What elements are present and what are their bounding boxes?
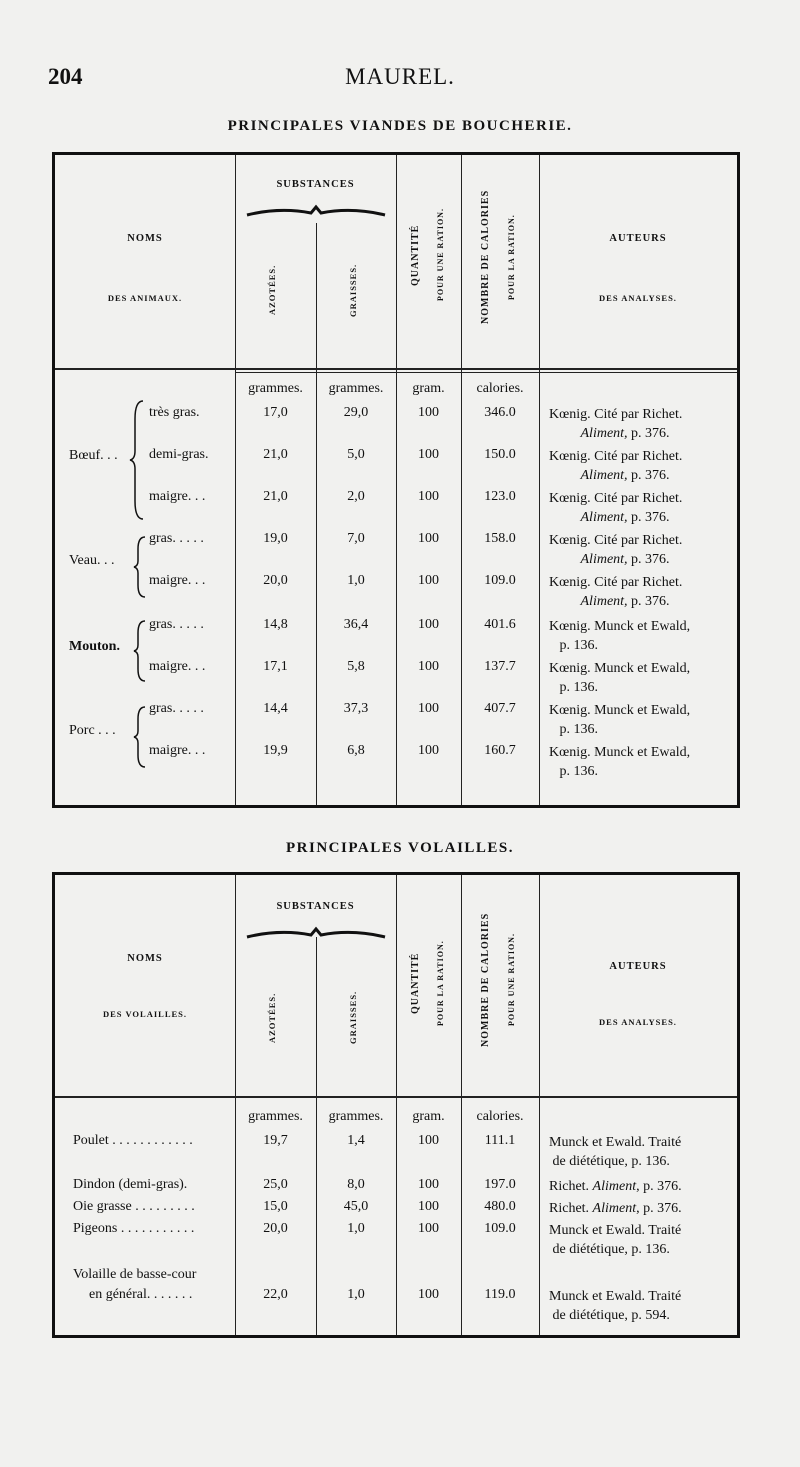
cell-quantite: 100 xyxy=(418,531,439,546)
header-quantite: QUANTITÉ xyxy=(410,952,421,1014)
header-auteurs: AUTEURS xyxy=(609,961,667,972)
cell-graisses: 36,4 xyxy=(343,617,369,632)
header-graisses: GRAISSES. xyxy=(348,990,358,1045)
cell-quantite: 100 xyxy=(418,447,439,462)
cell-quantite: 100 xyxy=(418,405,439,420)
col-line xyxy=(235,875,236,1335)
poultry-table xyxy=(52,872,740,1338)
unit-graisses: grammes. xyxy=(328,1109,384,1124)
cell-auteurs: Kœnig. Munck et Ewald, p. 136. xyxy=(549,703,691,737)
cell-azotees: 17,0 xyxy=(263,405,288,420)
cell-graisses: 5,0 xyxy=(347,447,365,462)
meat-table xyxy=(52,152,740,808)
header-azotees: AZOTÉES. xyxy=(267,264,277,316)
unit-quantite: gram. xyxy=(412,381,445,396)
unit-quantite: gram. xyxy=(412,1109,445,1124)
cell-graisses: 1,4 xyxy=(347,1133,365,1148)
unit-graisses: grammes. xyxy=(328,381,384,396)
cell-azotees: 14,8 xyxy=(263,617,288,632)
row-sub: gras. . . . . xyxy=(149,531,204,546)
col-line xyxy=(396,875,397,1335)
cell-auteurs: Munck et Ewald. Traité de diététique, p. 136. xyxy=(549,1223,682,1257)
cell-azotees: 14,4 xyxy=(263,701,288,716)
cell-azotees: 20,0 xyxy=(263,573,288,588)
cell-azotees: 19,9 xyxy=(263,743,288,758)
header-calories: NOMBRE DE CALORIES xyxy=(480,189,491,325)
row-sub: gras. . . . . xyxy=(149,617,204,632)
cell-azotees: 19,0 xyxy=(263,531,288,546)
header-substances: SUBSTANCES xyxy=(276,179,355,190)
cell-azotees: 21,0 xyxy=(263,489,288,504)
table2-title: PRINCIPALES VOLAILLES. xyxy=(285,840,515,856)
row-sub: très gras. xyxy=(149,405,200,420)
row-sub: demi-gras. xyxy=(149,447,209,462)
header-auteurs-sub: DES ANALYSES. xyxy=(599,293,677,303)
col-line xyxy=(539,155,540,805)
cell-auteurs: Richet. Aliment, p. 376. xyxy=(549,1179,682,1194)
header-auteurs-sub: DES ANALYSES. xyxy=(599,1017,677,1027)
cell-calories: 109.0 xyxy=(484,573,516,588)
row-name: Dindon (demi-gras). xyxy=(73,1177,188,1192)
row-name: Pigeons . . . . . . . . . . . xyxy=(73,1221,195,1236)
cell-graisses: 2,0 xyxy=(347,489,365,504)
cell-auteurs: Munck et Ewald. Traité de diététique, p. 136. xyxy=(549,1135,682,1169)
cell-graisses: 5,8 xyxy=(347,659,365,674)
cell-azotees: 17,1 xyxy=(263,659,288,674)
cell-graisses: 1,0 xyxy=(347,1221,365,1236)
unit-calories: calories. xyxy=(476,1109,524,1124)
cell-auteurs: Munck et Ewald. Traité de diététique, p. 594. xyxy=(549,1289,682,1323)
cell-graisses: 37,3 xyxy=(343,701,369,716)
header-substances: SUBSTANCES xyxy=(276,901,355,912)
cell-azotees: 15,0 xyxy=(263,1199,288,1214)
cell-graisses: 29,0 xyxy=(343,405,369,420)
cell-quantite: 100 xyxy=(418,1199,439,1214)
unit-azotees: grammes. xyxy=(248,381,303,396)
cell-calories: 119.0 xyxy=(484,1287,516,1302)
cell-azotees: 19,7 xyxy=(263,1133,288,1148)
cell-azotees: 22,0 xyxy=(263,1287,288,1302)
header-rule-thin xyxy=(235,372,737,373)
cell-calories: 158.0 xyxy=(484,531,516,546)
header-calories-sub: POUR LA RATION. xyxy=(507,214,516,300)
col-line xyxy=(461,875,462,1335)
header-quantite-sub: POUR UNE RATION. xyxy=(436,208,445,302)
cell-auteurs: Kœnig. Cité par Richet. Aliment, p. 376. xyxy=(549,533,683,567)
group-name: Veau. . . xyxy=(69,553,115,568)
header-noms: NOMS xyxy=(127,233,163,244)
row-name-cont: en général. . . . . . . xyxy=(89,1287,193,1302)
group-name: Mouton. xyxy=(69,639,120,654)
cell-auteurs: Kœnig. Munck et Ewald, p. 136. xyxy=(549,661,691,695)
cell-auteurs: Kœnig. Cité par Richet. Aliment, p. 376. xyxy=(549,575,683,609)
cell-calories: 160.7 xyxy=(484,743,516,758)
unit-azotees: grammes. xyxy=(248,1109,303,1124)
cell-quantite: 100 xyxy=(418,659,439,674)
cell-quantite: 100 xyxy=(418,1221,439,1236)
row-sub: maigre. . . xyxy=(149,489,206,504)
col-line xyxy=(316,223,317,805)
header-auteurs: AUTEURS xyxy=(609,233,667,244)
cell-calories: 111.1 xyxy=(484,1133,516,1148)
cell-graisses: 1,0 xyxy=(347,573,365,588)
cell-calories: 197.0 xyxy=(484,1177,516,1192)
row-sub: maigre. . . xyxy=(149,659,206,674)
cell-quantite: 100 xyxy=(418,701,439,716)
header-calories: NOMBRE DE CALORIES xyxy=(480,912,491,1048)
cell-auteurs: Kœnig. Munck et Ewald, p. 136. xyxy=(549,619,691,653)
cell-azotees: 25,0 xyxy=(263,1177,288,1192)
cell-auteurs: Kœnig. Cité par Richet. Aliment, p. 376. xyxy=(549,491,683,525)
header-quantite: QUANTITÉ xyxy=(410,224,421,286)
group-name: Bœuf. . . xyxy=(69,448,118,463)
cell-calories: 123.0 xyxy=(484,489,516,504)
row-name: Volaille de basse-cour xyxy=(73,1267,197,1282)
col-line xyxy=(539,875,540,1335)
substances-brace xyxy=(245,203,387,221)
cell-auteurs: Kœnig. Cité par Richet. Aliment, p. 376. xyxy=(549,449,683,483)
cell-graisses: 8,0 xyxy=(347,1177,365,1192)
header-quantite-sub: POUR LA RATION. xyxy=(436,940,445,1026)
group-brace xyxy=(129,399,145,521)
header-noms-sub: DES ANIMAUX. xyxy=(107,293,183,303)
header-azotees: AZOTÉES. xyxy=(267,992,277,1043)
row-sub: maigre. . . xyxy=(149,743,206,758)
cell-calories: 407.7 xyxy=(484,701,516,716)
group-name: Porc . . . xyxy=(69,723,116,738)
header-graisses: GRAISSES. xyxy=(348,263,358,317)
row-name: Oie grasse . . . . . . . . . xyxy=(73,1199,195,1214)
cell-auteurs: Kœnig. Cité par Richet. Aliment, p. 376. xyxy=(549,407,683,441)
cell-calories: 480.0 xyxy=(484,1199,516,1214)
header-noms: NOMS xyxy=(127,953,163,964)
cell-auteurs: Kœnig. Munck et Ewald, p. 136. xyxy=(549,745,691,779)
header-noms-sub: DES VOLAILLES. xyxy=(102,1009,188,1019)
group-brace xyxy=(133,619,147,683)
cell-auteurs: Richet. Aliment, p. 376. xyxy=(549,1201,682,1216)
substances-brace xyxy=(245,925,387,943)
table1-title: PRINCIPALES VIANDES DE BOUCHERIE. xyxy=(227,118,573,134)
cell-calories: 346.0 xyxy=(484,405,516,420)
row-sub: maigre. . . xyxy=(149,573,206,588)
cell-graisses: 1,0 xyxy=(347,1287,365,1302)
cell-calories: 109.0 xyxy=(484,1221,516,1236)
cell-azotees: 21,0 xyxy=(263,447,288,462)
cell-quantite: 100 xyxy=(418,617,439,632)
group-brace xyxy=(133,535,147,599)
running-head: MAUREL. xyxy=(345,64,455,89)
cell-calories: 137.7 xyxy=(484,659,516,674)
cell-graisses: 7,0 xyxy=(347,531,365,546)
cell-quantite: 100 xyxy=(418,1287,439,1302)
row-name: Poulet . . . . . . . . . . . . xyxy=(73,1133,193,1148)
cell-graisses: 6,8 xyxy=(347,743,365,758)
cell-quantite: 100 xyxy=(418,489,439,504)
cell-quantite: 100 xyxy=(418,1133,439,1148)
cell-azotees: 20,0 xyxy=(263,1221,288,1236)
header-calories-sub: POUR UNE RATION. xyxy=(507,933,516,1027)
unit-calories: calories. xyxy=(476,381,524,396)
cell-graisses: 45,0 xyxy=(343,1199,369,1214)
cell-quantite: 100 xyxy=(418,743,439,758)
cell-quantite: 100 xyxy=(418,1177,439,1192)
cell-quantite: 100 xyxy=(418,573,439,588)
page-number: 204 xyxy=(48,64,83,89)
group-brace xyxy=(133,705,147,769)
row-sub: gras. . . . . xyxy=(149,701,204,716)
cell-calories: 150.0 xyxy=(484,447,516,462)
cell-calories: 401.6 xyxy=(484,617,516,632)
